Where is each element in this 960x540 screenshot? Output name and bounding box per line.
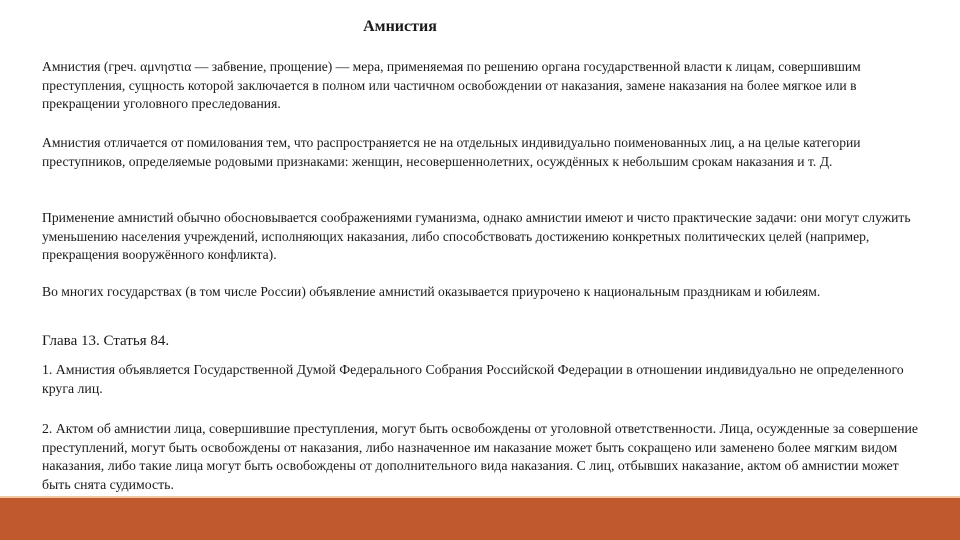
law-item-1: 1. Амнистия объявляется Государственной Думой Федерального Собрания Российской Федерации в отношении индивидуально не определенного круга лиц. (42, 362, 904, 396)
paragraph-purpose: Применение амнистий обычно обосновывается соображениями гуманизма, однако амнистии имеют и чисто практические задачи: они могут служить уменьшению населения учреждений, исполняющих наказания, либо способствовать достижению конкретных политических целей (например, прекращения вооружённого конфликта). (42, 210, 911, 262)
law-item-2: 2. Актом об амнистии лица, совершившие преступления, могут быть освобождены от уголовной ответственности. Лица, осужденные за совершение преступлений, могут быть освобождены от наказания, либо назначенное им наказание может быть сокращено или заменено более мягким видом наказания, либо такие лица могут быть освобождены от дополнительного вида наказания. С лиц, отбывших наказание, актом об амнистии может быть снята судимость. (42, 421, 919, 492)
paragraph-difference: Амнистия отличается от помилования тем, что распространяется не на отдельных индивидуально поименованных лиц, а на целые категории преступников, определяемые родовыми признаками: женщин, несовершеннолетних, осуждённых к небольшим срокам наказания и т. Д. (42, 135, 861, 169)
page-title: Амнистия (363, 18, 437, 35)
paragraph-holidays: Во многих государствах (в том числе России) объявление амнистий оказывается приурочено к национальным праздникам и юбилеям. (42, 284, 821, 299)
paragraph-definition: Амнистия (греч. αμνηστια — забвение, прощение) — мера, применяемая по решению органа государственной власти к лицам, совершившим преступления, сущность которой заключается в полном или частичном освобождении от наказания, замене наказания на более мягкое или в прекращении уголовного преследования. (42, 59, 861, 111)
footer-bar (0, 498, 960, 540)
chapter-heading: Глава 13. Статья 84. (42, 333, 170, 349)
